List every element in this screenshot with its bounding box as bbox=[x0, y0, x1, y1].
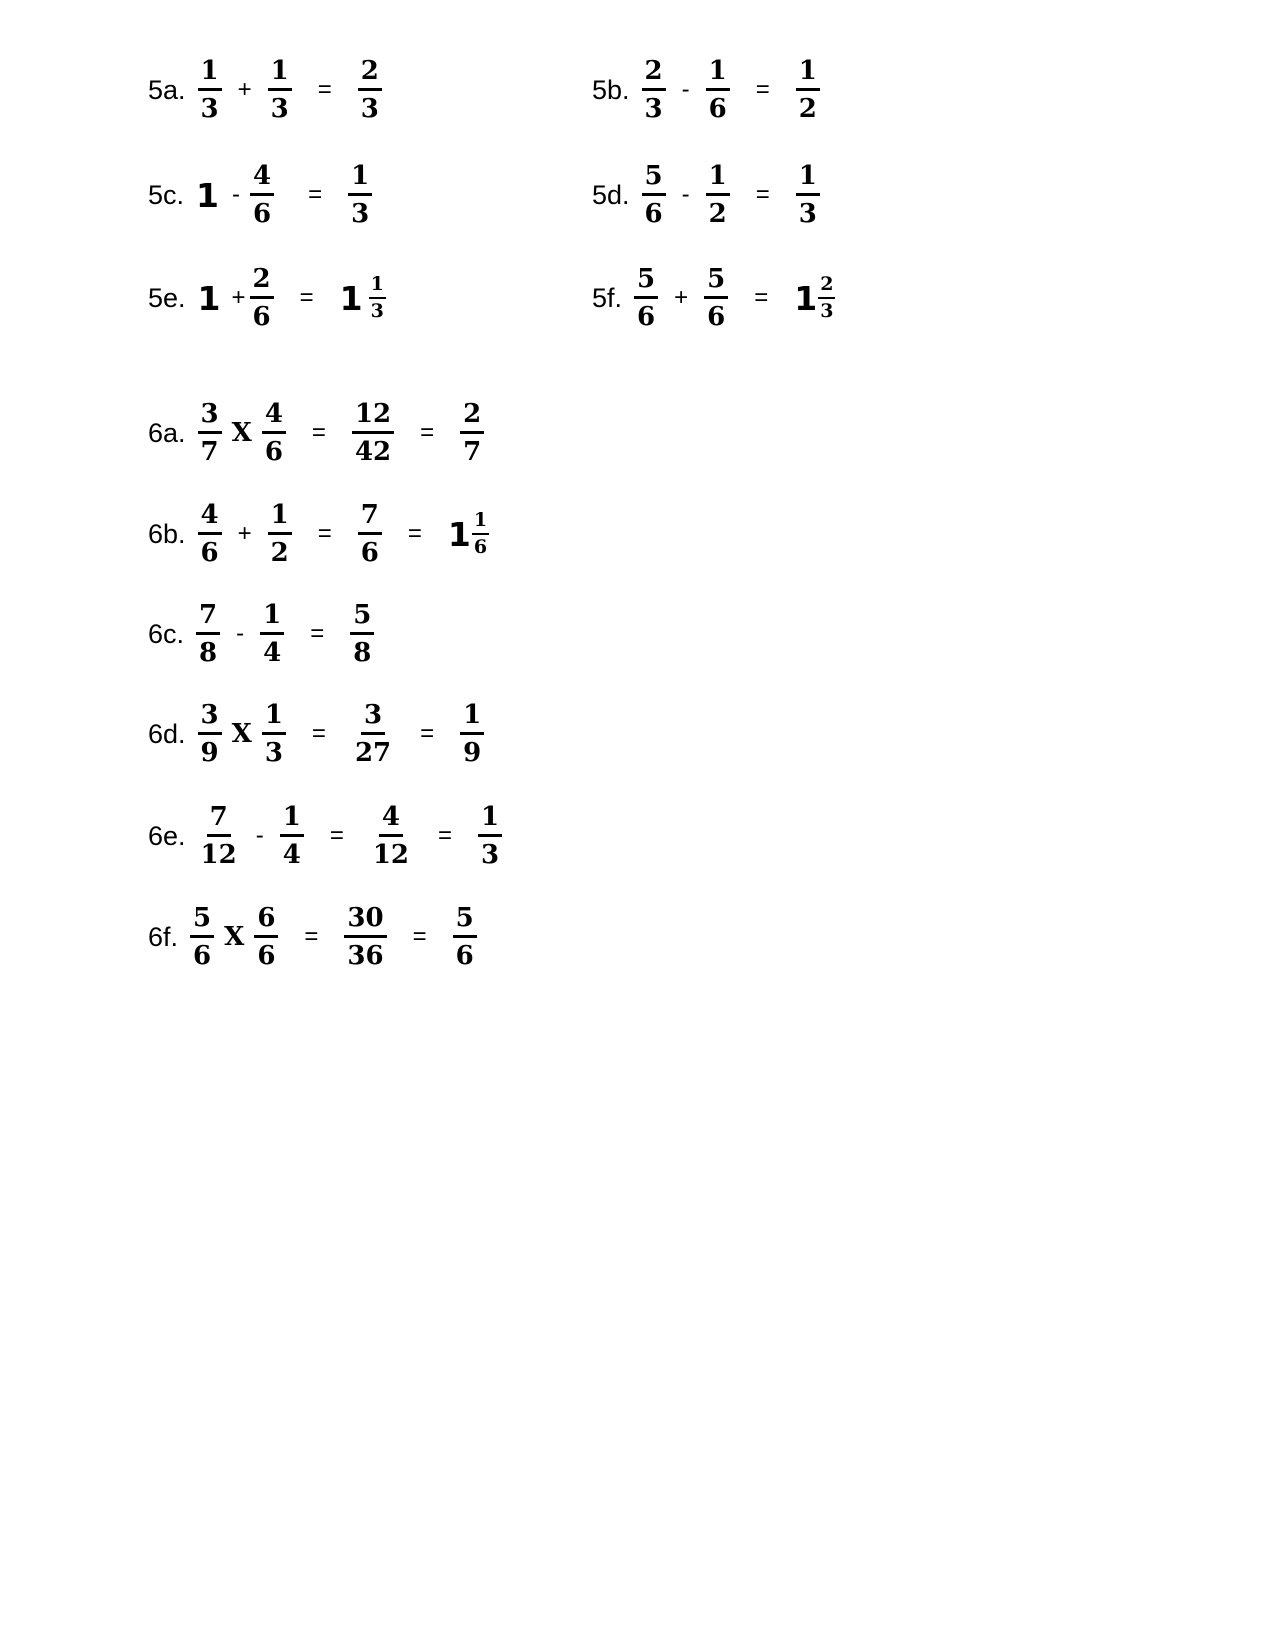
equals-sign: = bbox=[311, 720, 326, 747]
fraction-b: $\frac{1}{3}$ bbox=[268, 58, 292, 122]
problem-5e bbox=[148, 258, 386, 338]
fraction-a: $\frac{3}{7}$ bbox=[198, 401, 222, 465]
operator: + bbox=[231, 284, 246, 311]
whole-number: 1 bbox=[794, 278, 818, 318]
problem-5f bbox=[592, 258, 835, 338]
operator: + bbox=[237, 76, 252, 103]
problem-label: 5f. bbox=[592, 282, 623, 313]
problem-5a bbox=[148, 50, 382, 130]
operator: X bbox=[231, 719, 252, 749]
problem-6c bbox=[148, 594, 374, 674]
problem-6e bbox=[148, 796, 502, 876]
fraction-b: $\frac{5}{6}$ bbox=[704, 266, 728, 330]
operator: - bbox=[255, 822, 264, 849]
operator: - bbox=[681, 181, 690, 208]
problem-6d bbox=[148, 694, 484, 774]
fraction-result: $\frac{1}{3}$ bbox=[370, 273, 384, 322]
operator: + bbox=[674, 284, 689, 311]
equals-sign: = bbox=[754, 284, 769, 311]
fraction-intermediate: $\frac{30}{36}$ bbox=[344, 905, 386, 969]
equals-sign: = bbox=[438, 822, 453, 849]
equals-sign: = bbox=[329, 822, 344, 849]
problem-label: 6b. bbox=[148, 518, 186, 549]
whole-number: 1 bbox=[447, 514, 471, 554]
fraction-result: $\frac{1}{3}$ bbox=[478, 804, 502, 868]
fraction-a: $\frac{1}{3}$ bbox=[198, 58, 222, 122]
problem-label: 6f. bbox=[148, 921, 179, 952]
equals-sign: = bbox=[755, 76, 770, 103]
problem-label: 5c. bbox=[148, 179, 185, 210]
fraction-result: $\frac{1}{6}$ bbox=[473, 509, 488, 558]
fraction-a: $\frac{5}{6}$ bbox=[634, 266, 658, 330]
fraction-a: $\frac{7}{8}$ bbox=[196, 602, 220, 666]
mixed-number-result bbox=[448, 511, 489, 557]
fraction-result: $\frac{2}{7}$ bbox=[460, 401, 484, 465]
fraction-result: $\frac{1}{3}$ bbox=[796, 163, 820, 227]
fraction-b: $\frac{1}{4}$ bbox=[260, 602, 284, 666]
whole-number: 1 bbox=[339, 278, 363, 318]
problem-label: 6a. bbox=[148, 417, 186, 448]
operator: X bbox=[224, 922, 245, 952]
problem-label: 6e. bbox=[148, 820, 186, 851]
fraction-result: $\frac{5}{8}$ bbox=[350, 602, 374, 666]
mixed-number-result bbox=[340, 275, 386, 321]
fraction-result: $\frac{2}{3}$ bbox=[820, 273, 834, 322]
equals-sign: = bbox=[311, 419, 326, 446]
problem-label: 5e. bbox=[148, 282, 186, 313]
mixed-number-result bbox=[794, 275, 835, 321]
equals-sign: = bbox=[412, 923, 427, 950]
fraction-a: $\frac{5}{6}$ bbox=[642, 163, 666, 227]
operator: - bbox=[681, 76, 690, 103]
equals-sign: = bbox=[407, 520, 422, 547]
fraction-b: $\frac{1}{6}$ bbox=[706, 58, 730, 122]
fraction-b: $\frac{4}{6}$ bbox=[262, 401, 286, 465]
problem-label: 5a. bbox=[148, 74, 186, 105]
equals-sign: = bbox=[420, 720, 435, 747]
fraction-result: $\frac{1}{9}$ bbox=[460, 702, 484, 766]
fraction-a: $\frac{4}{6}$ bbox=[198, 502, 222, 566]
problem-label: 5d. bbox=[592, 179, 630, 210]
fraction-b: $\frac{4}{6}$ bbox=[250, 163, 274, 227]
equals-sign: = bbox=[317, 520, 332, 547]
problem-6a bbox=[148, 393, 484, 473]
problem-6f bbox=[148, 897, 477, 977]
equals-sign: = bbox=[310, 620, 325, 647]
fraction-intermediate: $\frac{4}{12}$ bbox=[372, 802, 410, 870]
problem-5b bbox=[592, 50, 820, 130]
fraction-a: $\frac{5}{6}$ bbox=[190, 905, 214, 969]
fraction-intermediate: $\frac{12}{42}$ bbox=[352, 401, 394, 465]
equals-sign: = bbox=[420, 419, 435, 446]
fraction-b: $\frac{2}{6}$ bbox=[250, 266, 274, 330]
equals-sign: = bbox=[308, 181, 323, 208]
fraction-b: $\frac{1}{3}$ bbox=[262, 702, 286, 766]
operator: - bbox=[236, 620, 245, 647]
fraction-b: $\frac{6}{6}$ bbox=[254, 905, 278, 969]
problem-5d bbox=[592, 155, 820, 235]
fraction-a: $\frac{7}{12}$ bbox=[200, 802, 237, 870]
operator: - bbox=[232, 181, 240, 208]
fraction-result: $\frac{5}{6}$ bbox=[453, 905, 477, 969]
problem-5c bbox=[148, 155, 372, 235]
problem-6b bbox=[148, 494, 489, 574]
equals-sign: = bbox=[299, 284, 314, 311]
fraction-intermediate: $\frac{3}{27}$ bbox=[354, 700, 392, 768]
equals-sign: = bbox=[755, 181, 770, 208]
whole-number: 1 bbox=[196, 175, 219, 215]
fraction-a: $\frac{2}{3}$ bbox=[642, 58, 666, 122]
fraction-a: $\frac{3}{9}$ bbox=[198, 702, 222, 766]
whole-number: 1 bbox=[197, 278, 221, 318]
fraction-intermediate: $\frac{7}{6}$ bbox=[358, 502, 382, 566]
equals-sign: = bbox=[317, 76, 332, 103]
fraction-b: $\frac{1}{2}$ bbox=[268, 502, 292, 566]
fraction-b: $\frac{1}{4}$ bbox=[280, 804, 304, 868]
problem-label: 6d. bbox=[148, 718, 186, 749]
problem-label: 6c. bbox=[148, 618, 185, 649]
fraction-result: $\frac{1}{2}$ bbox=[796, 58, 820, 122]
fraction-b: $\frac{1}{2}$ bbox=[706, 163, 730, 227]
problem-label: 5b. bbox=[592, 74, 630, 105]
fraction-result: $\frac{1}{3}$ bbox=[348, 163, 372, 227]
equals-sign: = bbox=[304, 923, 319, 950]
operator: + bbox=[237, 520, 252, 547]
fraction-result: $\frac{2}{3}$ bbox=[358, 58, 382, 122]
operator: X bbox=[231, 418, 252, 448]
